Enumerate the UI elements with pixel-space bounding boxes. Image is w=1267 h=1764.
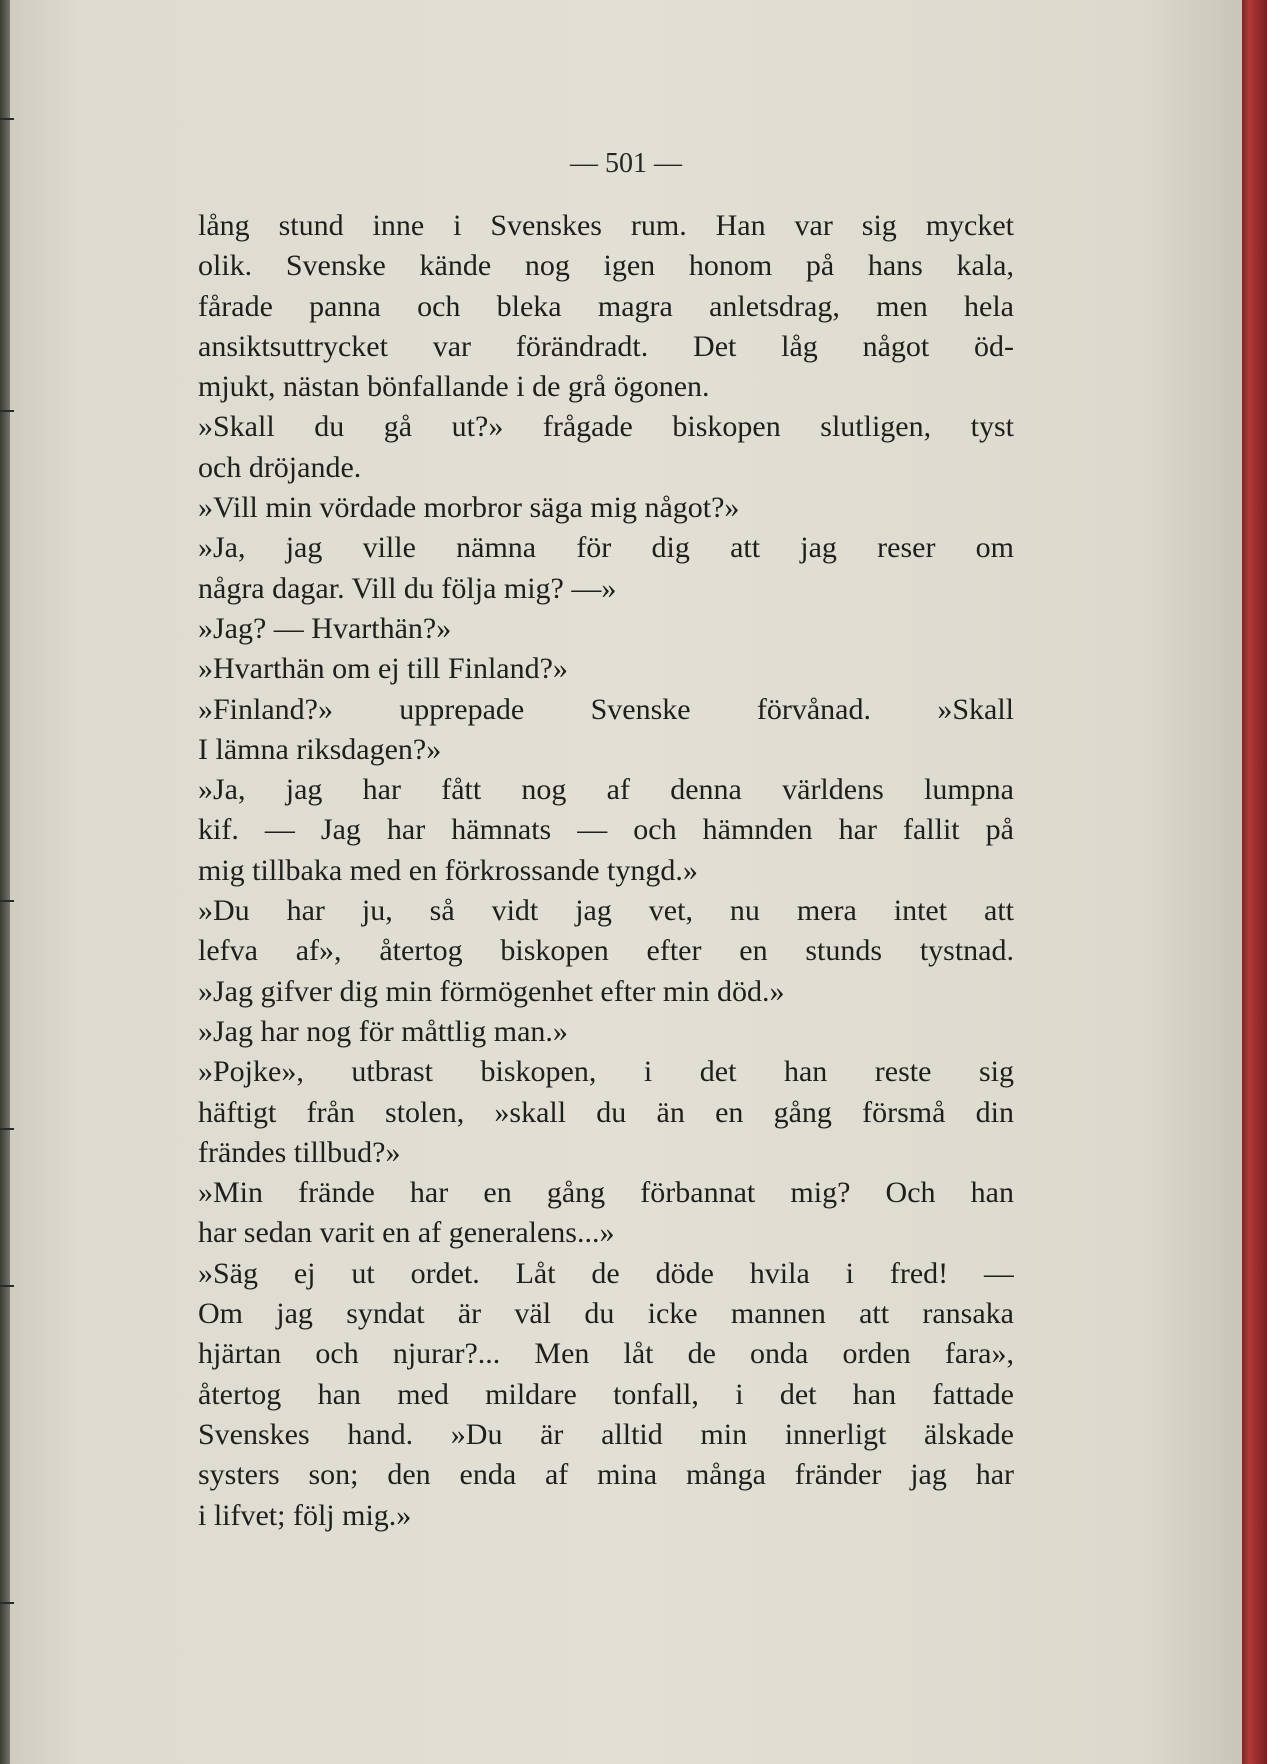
text-line: »Hvarthän om ej till Finland?» — [198, 652, 568, 686]
text-line: »Säg ej ut ordet. Låt de döde hvila i fred! — — [198, 1256, 1014, 1290]
margin-mark — [0, 1128, 14, 1130]
text-line: »Finland?» upprepade Svenske förvånad. »Skall — [198, 692, 1014, 726]
text-line: lefva af», återtog biskopen efter en stunds tystnad. — [198, 934, 1014, 968]
book-page — [10, 0, 1242, 1764]
text-line: Om jag syndat är väl du icke mannen att ransaka — [198, 1297, 1014, 1331]
text-line: i lifvet; följ mig.» — [198, 1498, 412, 1532]
text-line: »Du har ju, så vidt jag vet, nu mera intet att — [198, 894, 1014, 928]
text-line: »Vill min vördade morbror säga mig något?» — [198, 491, 740, 525]
page-number: — 501 — — [570, 148, 682, 179]
text-line: »Pojke», utbrast biskopen, i det han reste sig — [198, 1055, 1014, 1089]
text-line: återtog han med mildare tonfall, i det han fattade — [198, 1377, 1014, 1411]
text-line: har sedan varit en af generalens...» — [198, 1216, 615, 1250]
text-line: ansiktsuttrycket var förändradt. Det låg något öd- — [198, 329, 1014, 363]
text-line: olik. Svenske kände nog igen honom på hans kala, — [198, 249, 1014, 283]
text-line: I lämna riksdagen?» — [198, 732, 442, 766]
text-line: »Skall du gå ut?» frågade biskopen slutligen, tyst — [198, 410, 1014, 444]
text-line: systers son; den enda af mina många fränder jag har — [198, 1458, 1014, 1492]
text-line: frändes tillbud?» — [198, 1135, 401, 1169]
margin-mark — [0, 410, 14, 412]
text-line: häftigt från stolen, »skall du än en gång försmå din — [198, 1095, 1014, 1129]
text-line: »Jag gifver dig min förmögenhet efter min död.» — [198, 974, 785, 1008]
text-line: »Ja, jag ville nämna för dig att jag reser om — [198, 531, 1014, 565]
margin-mark — [0, 1602, 14, 1604]
margin-mark — [0, 1285, 14, 1287]
text-line: Svenskes hand. »Du är alltid min innerligt älskade — [198, 1417, 1014, 1451]
text-line: och dröjande. — [198, 450, 362, 484]
text-line: »Min frände har en gång förbannat mig? Och han — [198, 1176, 1014, 1210]
text-line: »Ja, jag har fått nog af denna världens lumpna — [198, 773, 1014, 807]
text-line: några dagar. Vill du följa mig? —» — [198, 571, 617, 605]
text-line: kif. — Jag har hämnats — och hämnden har fallit på — [198, 813, 1014, 847]
text-line: »Jag? — Hvarthän?» — [198, 611, 452, 645]
text-line: fårade panna och bleka magra anletsdrag, men hela — [198, 289, 1014, 323]
text-line: mjukt, nästan bönfallande i de grå ögonen. — [198, 370, 710, 404]
text-line: lång stund inne i Svenskes rum. Han var sig mycket — [198, 209, 1014, 242]
text-line: »Jag har nog för måttlig man.» — [198, 1014, 568, 1048]
margin-mark — [0, 118, 14, 120]
text-line: mig tillbaka med en förkrossande tyngd.» — [198, 853, 698, 887]
body-text — [198, 206, 1014, 1536]
text-line: hjärtan och njurar?... Men låt de onda orden fara», — [198, 1337, 1014, 1371]
margin-mark — [0, 900, 14, 902]
